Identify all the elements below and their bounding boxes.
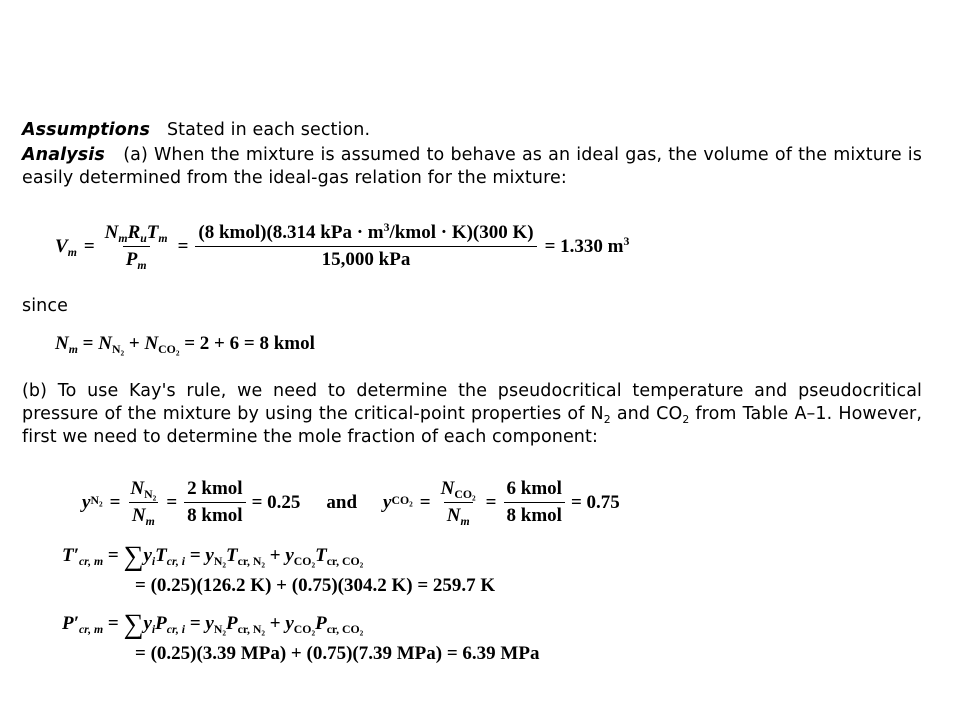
- analysis-heading: Analysis: [22, 145, 105, 165]
- part-b-paragraph: (b) To use Kay's rule, we need to determine the pseudocritical temperature and pseudocritical pressure of the mixture by using the critical-point properties of $N_2$ and $CO_2$ from Table A–1. However, first we need to determine the mole fraction of each component:: [22, 381, 922, 447]
- assumptions-text: Stated in each section.: [166, 120, 371, 140]
- y-n2-symbolic-fraction: $\frac{N_{N_2}}{N_m}$: [130, 478, 157, 529]
- since-text: since: [22, 296, 68, 316]
- pseudocritical-temperature-line-2: = (0.25)(126.2 K) + (0.75)(304.2 K) = 259.7 K: [135, 575, 496, 596]
- pseudocritical-temperature-line-1: $T'_{cr, m} = \sum y_iT_{cr, i} = y_{N_2}T_{cr, N_2} + y_{CO_2}T_{cr, CO_2}$: [62, 541, 364, 572]
- pseudocritical-pressure-line-2: = (0.25)(3.39 MPa) + (0.75)(7.39 MPa) = 6.39 MPa: [135, 643, 540, 664]
- eq-volume-symbolic-fraction: $\frac{N_mR_uT_m}{P_m}$: [104, 222, 168, 273]
- assumptions-line: [22, 119, 922, 142]
- part-a-label: (a): [123, 145, 148, 165]
- y-co2-symbolic-fraction: $\frac{N_{CO_2}}{N_m}$: [440, 478, 476, 529]
- mole-fraction-equations: y $N_2$ = $\frac{N_{N_2}}{N_m}$ = $\frac{\text{2 kmol}}{\text{8 kmol}}$ = 0.25 and y $CO_2$ = $\frac{N_{CO_2}}{N_m}$ = $\frac{\text{6 kmol}}{\text{8 kmol}}$ = 0.75: [82, 478, 620, 529]
- pseudocritical-pressure-line-1: $P'_{cr, m} = \sum y_iP_{cr, i} = y_{N_2}P_{cr, N_2} + y_{CO_2}P_{cr, CO_2}$: [62, 609, 364, 640]
- assumptions-heading: Assumptions: [22, 120, 150, 140]
- part-b-label: (b): [22, 381, 48, 401]
- y-n2-numeric-fraction: $\frac{\text{2 kmol}}{\text{8 kmol}}$: [184, 478, 245, 527]
- moles-equation: $N_m = N_{N_2} + N_{CO_2} = 2 + 6 = 8$ kmol: [55, 333, 315, 358]
- eq-volume-numeric-fraction: $\frac{(8 kmol)(8.314 kPa \cdot m^3/kmol \cdot K)(300 K)}{\text{15,000 kPa}}$: [195, 222, 536, 271]
- analysis-paragraph: [22, 144, 922, 190]
- and-word: and: [326, 491, 358, 513]
- part-a-text: When the mixture is assumed to behave as an ideal gas, the volume of the mixture is easily determined from the ideal-gas relation for the mixture:: [22, 145, 922, 188]
- y-co2-numeric-fraction: $\frac{\text{6 kmol}}{\text{8 kmol}}$: [504, 478, 565, 527]
- eq-volume-lhs: $V_m$: [55, 235, 77, 259]
- volume-equation: $V_m$ = $\frac{N_mR_uT_m}{P_m}$ = $\frac{(8 kmol)(8.314 kPa \cdot m^3/kmol \cdot K)(300 K)}{\text{15,000 kPa}}$ = 1.330 $m^3$: [55, 220, 630, 273]
- eq-volume-result: = 1.330 $m^3$: [544, 234, 630, 257]
